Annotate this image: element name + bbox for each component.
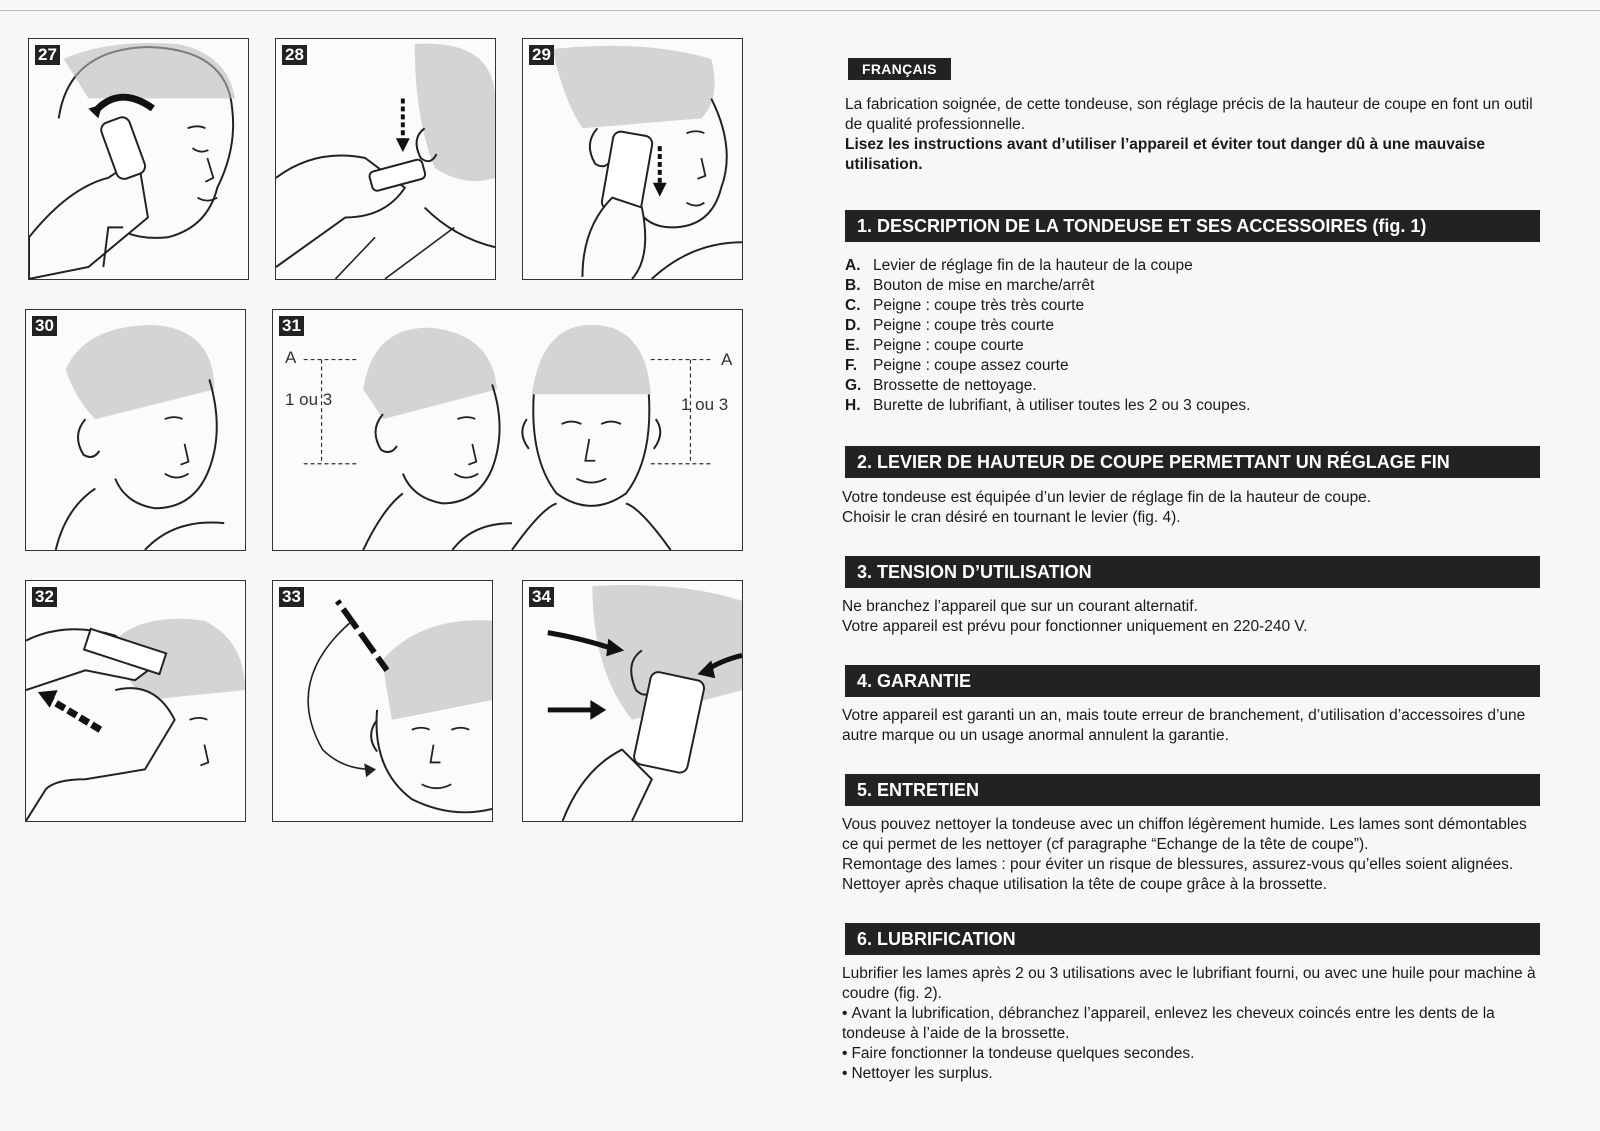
section-4-heading: 4. GARANTIE (845, 665, 1540, 697)
accessories-list (845, 256, 1545, 416)
measure-label-right: 1 ou 3 (681, 395, 729, 414)
figure-32 (25, 580, 246, 822)
illustration-comb-hair (26, 581, 245, 821)
illustration-trim-behind-ear (523, 581, 742, 821)
illustration-length-guide (273, 310, 742, 550)
illustration-trim-around-ear (29, 39, 248, 279)
section-6-heading: 6. LUBRIFICATION (845, 923, 1540, 955)
illustration-trim-nape (276, 39, 495, 279)
list-item: C. Peigne : coupe très très courte (845, 297, 1085, 314)
figure-29 (522, 38, 743, 280)
figure-number: 29 (529, 45, 554, 65)
page-top-rule (0, 10, 1600, 11)
figure-number: 31 (279, 316, 304, 336)
measure-label-left: 1 ou 3 (285, 390, 333, 409)
bullet-item: • Nettoyer les surplus. (842, 1064, 1542, 1084)
figure-number: 30 (32, 316, 57, 336)
list-item: A. Levier de réglage fin de la hauteur de la coupe (845, 257, 1193, 274)
list-item: F. Peigne : coupe assez courte (845, 357, 1069, 374)
section-2-heading: 2. LEVIER DE HAUTEUR DE COUPE PERMETTANT UN RÉGLAGE FIN (845, 446, 1540, 478)
measure-label-a-left: A (285, 348, 297, 367)
intro-block (845, 95, 1545, 175)
figure-27 (28, 38, 249, 280)
figure-30 (25, 309, 246, 551)
figure-34 (522, 580, 743, 822)
figure-number: 28 (282, 45, 307, 65)
list-item: G. Brossette de nettoyage. (845, 377, 1037, 394)
figure-number: 32 (32, 587, 57, 607)
list-item: H. Burette de lubrifiant, à utiliser toutes les 2 ou 3 coupes. (845, 397, 1251, 414)
figure-number: 34 (529, 587, 554, 607)
section-3-body: Ne branchez l’appareil que sur un courant alternatif. Votre appareil est prévu pour fonctionner uniquement en 220-240 V. (842, 598, 1308, 635)
figure-28 (275, 38, 496, 280)
intro-warning: Lisez les instructions avant d’utiliser l’appareil et éviter tout danger dû à une mauvaise utilisation. (845, 136, 1485, 173)
section-6-body: Lubrifier les lames après 2 ou 3 utilisations avec le lubrifiant fourni, ou avec une huile pour machine à coudre (fig. 2). • Avant la lubrification, débranchez l’appareil, enlevez les cheveux coincés entre les dents de la tondeuse à l’aide de la brossette. • Faire fonctionner la tondeuse quelques secondes. • Nettoyer les surplus. (842, 964, 1542, 1084)
figure-number: 27 (35, 45, 60, 65)
illustration-trim-sideburn (523, 39, 742, 279)
language-badge: FRANÇAIS (848, 58, 951, 80)
measure-label-a-right: A (721, 350, 733, 369)
bullet-item: • Avant la lubrification, débranchez l’appareil, enlevez les cheveux coincés entre les dents de la tondeuse à l’aide de la brossette. (842, 1004, 1542, 1044)
intro-text: La fabrication soignée, de cette tondeuse, son réglage précis de la hauteur de coupe en font un outil de qualité professionnelle. (845, 96, 1533, 133)
section-2-body: Votre tondeuse est équipée d’un levier de réglage fin de la hauteur de coupe. Choisir le cran désiré en tournant le levier (fig. 4). (842, 489, 1372, 526)
section-5-body: Vous pouvez nettoyer la tondeuse avec un chiffon légèrement humide. Les lames sont démontables ce qui permet de les nettoyer (cf paragraphe “Echange de la tête de coupe”). Remontage des lames : pour éviter un risque de blessures, assurez-vous qu’elles soient alignées. Nettoyer après chaque utilisation la tête de coupe grâce à la brossette. (842, 816, 1527, 893)
list-item: E. Peigne : coupe courte (845, 337, 1024, 354)
list-item: D. Peigne : coupe très courte (845, 317, 1054, 334)
illustration-finished-cut-profile (26, 310, 245, 550)
figure-number: 33 (279, 587, 304, 607)
figure-31 (272, 309, 743, 551)
list-item: B. Bouton de mise en marche/arrêt (845, 277, 1095, 294)
section-5-heading: 5. ENTRETIEN (845, 774, 1540, 806)
section-1-heading: 1. DESCRIPTION DE LA TONDEUSE ET SES ACCESSOIRES (fig. 1) (845, 210, 1540, 242)
figure-33 (272, 580, 493, 822)
bullet-item: • Faire fonctionner la tondeuse quelques secondes. (842, 1044, 1542, 1064)
section-3-heading: 3. TENSION D’UTILISATION (845, 556, 1540, 588)
illustration-trim-top-arc (273, 581, 492, 821)
section-4-body: Votre appareil est garanti un an, mais toute erreur de branchement, d’utilisation d’accessoires d’une autre marque ou un usage anormal annulent la garantie. (842, 707, 1526, 744)
